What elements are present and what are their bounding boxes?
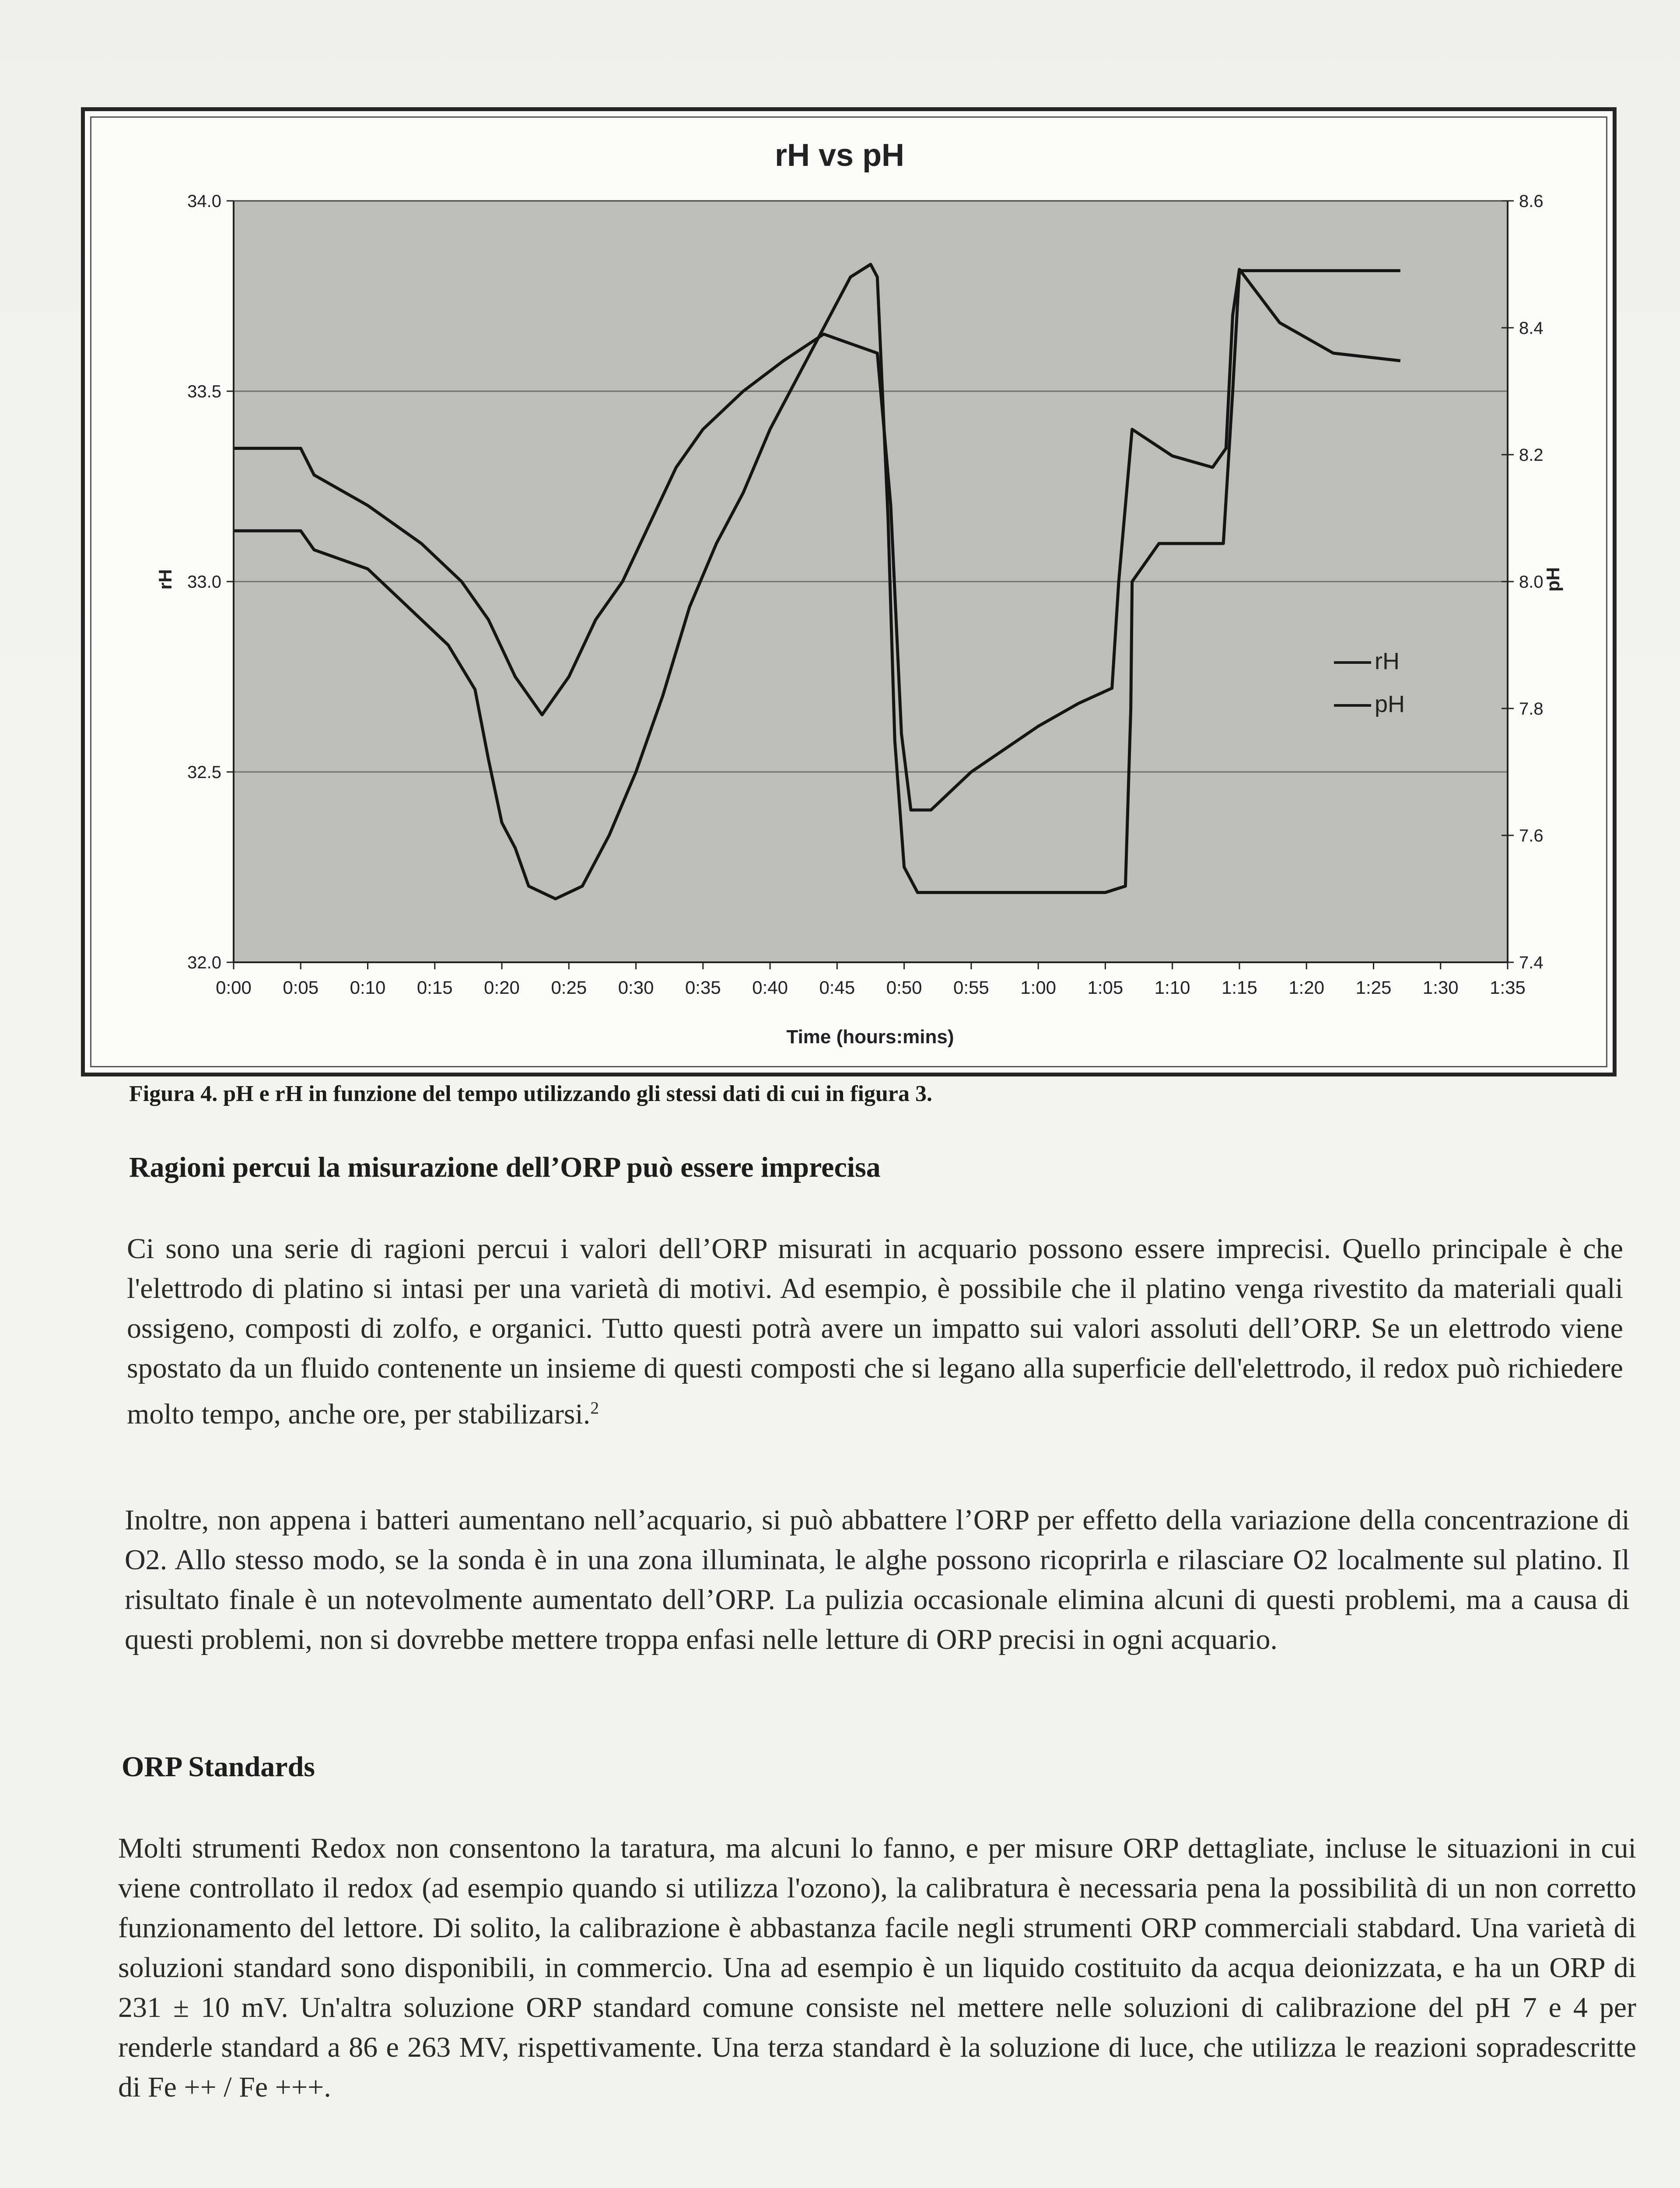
series-line-ph	[234, 264, 1400, 899]
x-tick-label: 0:05	[283, 977, 319, 998]
footnote-ref: 2	[590, 1398, 599, 1417]
x-tick-label: 0:20	[484, 977, 520, 998]
x-tick-label: 1:35	[1490, 977, 1526, 998]
chart-title: rH vs pH	[774, 138, 905, 173]
x-axis-title: Time (hours:mins)	[786, 1026, 954, 1048]
paragraph-standards-text: Molti strumenti Redox non consentono la taratura, ma alcuni lo fanno, e per misure ORP dettagliate, incluse le situazioni in cui viene controllato il redox (ad esempio quando si utilizza l'ozono), la calibratura è necessaria pena la possibilità di un non corretto funzionamento del lettore. Di solito, la calibrazione è abbastanza facile negli strumenti ORP commerciali stabdard. Una varietà di soluzioni standard sono disponibili, in commercio. Una ad esempio è un liquido costituito da acqua deionizzata, e ha un ORP di 231 ± 10 mV. Un'altra soluzione ORP standard comune consiste nel mettere nelle soluzioni di calibrazione del pH 7 e 4 per renderle standard a 86 e 263 MV, rispettivamente. Una terza standard è la soluzione di luce, che utilizza le reazioni sopradescritte di Fe ++ / Fe +++.	[118, 1832, 1636, 2103]
y-left-tick-label: 33.0	[187, 572, 221, 592]
plot-area	[234, 201, 1508, 962]
y-left-tick-label: 33.5	[187, 382, 221, 401]
x-tick-label: 0:45	[819, 977, 855, 998]
paragraph-batteri	[125, 1500, 1630, 1659]
x-tick-label: 0:50	[886, 977, 922, 998]
x-tick-label: 1:20	[1288, 977, 1325, 998]
paragraph-batteri-text: Inoltre, non appena i batteri aumentano nell’acquario, si può abbattere l’ORP per effetto della variazione della concentrazione di O2. Allo stesso modo, se la sonda è in una zona illuminata, le alghe possono ricoprirla e rilasciare O2 localmente sul platino. Il risultato finale è un notevolmente aumentato dell’ORP. La pulizia occasionale elimina alcuni di questi problemi, ma a causa di questi problemi, non si dovrebbe mettere troppa enfasi nelle letture di ORP precisi in ogni acquario.	[125, 1504, 1630, 1655]
x-tick-label: 0:00	[216, 977, 252, 998]
grid-lines	[234, 391, 1508, 772]
x-tick-label: 1:30	[1422, 977, 1459, 998]
x-tick-label: 1:00	[1020, 977, 1057, 998]
series-lines	[234, 264, 1400, 899]
y-right-tick-label: 8.0	[1519, 572, 1544, 592]
x-tick-label: 1:25	[1355, 977, 1392, 998]
figure-caption: Figura 4. pH e rH in funzione del tempo utilizzando gli stessi dati di cui in figura 3.	[129, 1081, 932, 1106]
figure-frame	[81, 107, 1617, 1076]
paragraph-ragioni	[127, 1229, 1623, 1434]
x-tick-label: 1:05	[1087, 977, 1124, 998]
y-axis-right-title: pH	[1543, 567, 1563, 592]
x-tick-label: 1:15	[1222, 977, 1257, 998]
plot-background	[234, 201, 1508, 962]
chart-svg	[85, 111, 1613, 1073]
x-tick-label: 0:30	[618, 977, 654, 998]
y-right-tick-label: 7.8	[1519, 699, 1544, 719]
section-heading-orp-standards: ORP Standards	[122, 1751, 315, 1783]
y-right-tick-label: 8.6	[1519, 192, 1544, 211]
legend-label-rh: rH	[1375, 648, 1400, 674]
y-right-tick-label: 7.6	[1519, 826, 1544, 845]
y-left-tick-label: 34.0	[187, 192, 221, 211]
y-left-tick-label: 32.0	[187, 953, 221, 972]
y-right-tick-label: 8.4	[1519, 319, 1544, 338]
y-right-tick-label: 7.4	[1519, 953, 1544, 972]
y-left-tick-label: 32.5	[187, 763, 221, 782]
paragraph-ragioni-text: Ci sono una serie di ragioni percui i valori dell’ORP misurati in acquario possono essere imprecisi. Quello principale è che l'elettrodo di platino si intasi per una varietà di motivi. Ad esempio, è possibile che il platino venga rivestito da materiali quali ossigeno, composti di zolfo, e organici. Tutto questi potrà avere un impatto sui valori assoluti dell’ORP. Se un elettrodo viene spostato da un fluido contenente un insieme di questi composti che si legano alla superficie dell'elettrodo, il redox può richiedere molto tempo, anche ore, per stabilizarsi.	[127, 1233, 1623, 1430]
y-axis-left-title: rH	[155, 569, 175, 590]
x-tick-label: 1:10	[1154, 977, 1190, 998]
y-right-tick-label: 8.2	[1519, 445, 1544, 465]
x-tick-label: 0:55	[953, 977, 989, 998]
series-line-rh	[234, 270, 1400, 810]
x-tick-label: 0:40	[752, 977, 788, 998]
x-tick-label: 0:10	[350, 977, 386, 998]
legend-label-ph: pH	[1375, 691, 1405, 717]
axes	[187, 192, 1543, 998]
section-heading-orp-imprecisa: Ragioni percui la misurazione dell’ORP può essere imprecisa	[129, 1151, 881, 1183]
x-tick-label: 0:15	[416, 977, 453, 998]
legend	[1334, 648, 1405, 717]
x-tick-label: 0:35	[685, 977, 721, 998]
x-tick-label: 0:25	[551, 977, 587, 998]
paragraph-standards	[118, 1828, 1636, 2107]
